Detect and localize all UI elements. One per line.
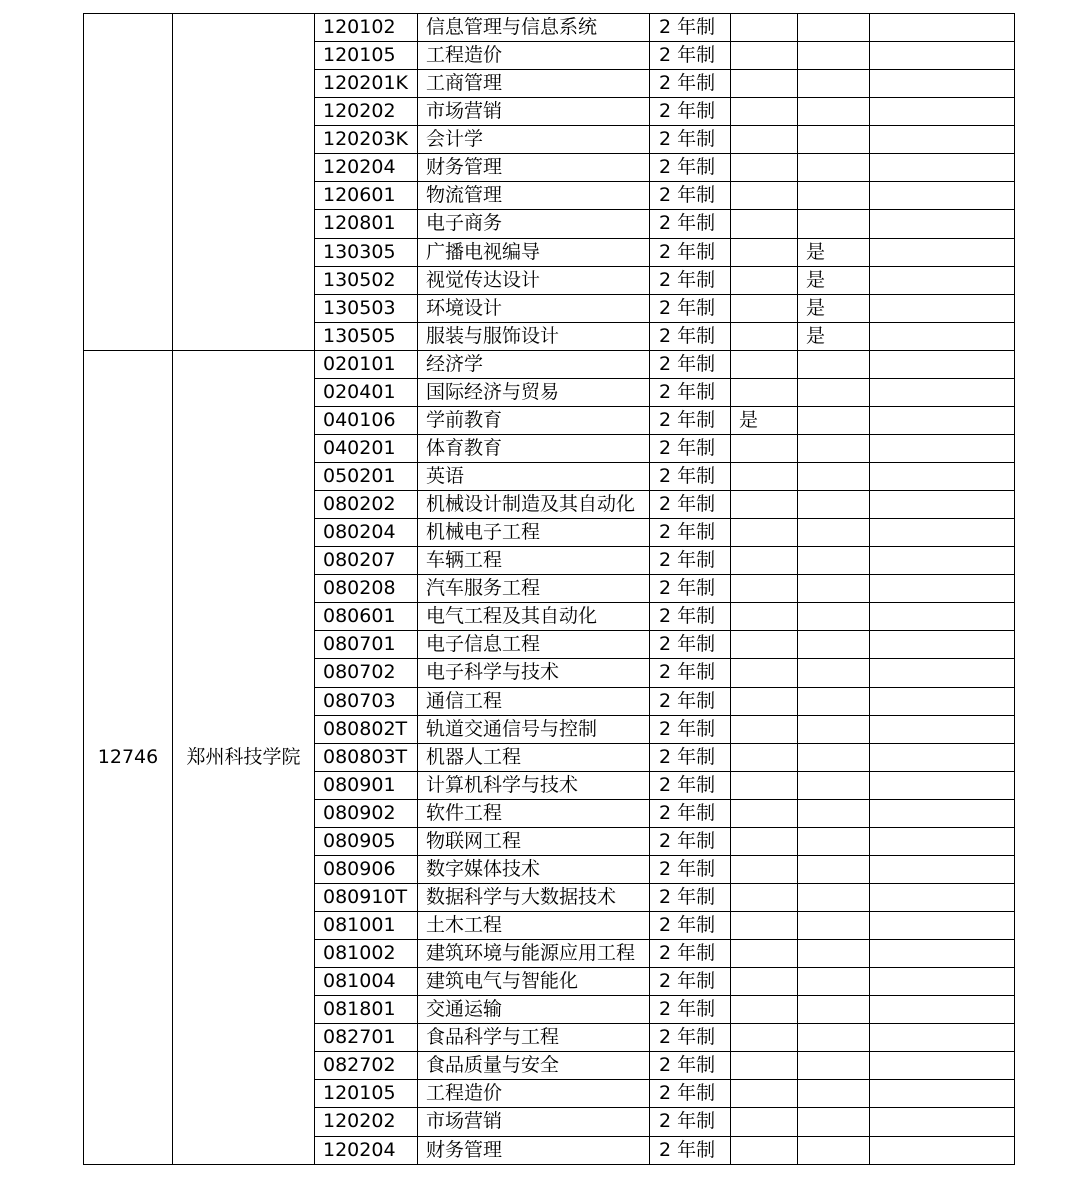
- flag-cell-b: [798, 98, 870, 126]
- major-name-cell: 计算机科学与技术: [418, 771, 650, 799]
- flag-cell-b: [798, 491, 870, 519]
- duration-cell: 2 年制: [650, 1080, 731, 1108]
- major-name-cell: 土木工程: [418, 912, 650, 940]
- major-name-cell: 物联网工程: [418, 827, 650, 855]
- flag-cell-b: [798, 1024, 870, 1052]
- major-name-cell: 财务管理: [418, 154, 650, 182]
- major-name-cell: 电子科学与技术: [418, 659, 650, 687]
- major-code-cell: 130502: [315, 266, 418, 294]
- remark-cell: [870, 1080, 1015, 1108]
- flag-cell-a: [731, 434, 798, 462]
- remark-cell: [870, 1108, 1015, 1136]
- duration-cell: 2 年制: [650, 1108, 731, 1136]
- major-name-cell: 食品质量与安全: [418, 1052, 650, 1080]
- flag-cell-a: [731, 631, 798, 659]
- duration-cell: 2 年制: [650, 182, 731, 210]
- remark-cell: [870, 659, 1015, 687]
- major-name-cell: 工程造价: [418, 1080, 650, 1108]
- institution-name-cell: [173, 14, 315, 351]
- major-name-cell: 信息管理与信息系统: [418, 14, 650, 42]
- flag-cell-a: [731, 126, 798, 154]
- flag-cell-b: [798, 659, 870, 687]
- major-code-cell: 120801: [315, 210, 418, 238]
- duration-cell: 2 年制: [650, 126, 731, 154]
- remark-cell: [870, 799, 1015, 827]
- flag-cell-a: [731, 98, 798, 126]
- remark-cell: [870, 182, 1015, 210]
- major-name-cell: 市场营销: [418, 1108, 650, 1136]
- flag-cell-b: [798, 631, 870, 659]
- duration-cell: 2 年制: [650, 631, 731, 659]
- major-code-cell: 020101: [315, 350, 418, 378]
- flag-cell-a: [731, 210, 798, 238]
- remark-cell: [870, 912, 1015, 940]
- remark-cell: [870, 519, 1015, 547]
- remark-cell: [870, 126, 1015, 154]
- remark-cell: [870, 70, 1015, 98]
- major-name-cell: 食品科学与工程: [418, 1024, 650, 1052]
- major-code-cell: 080204: [315, 519, 418, 547]
- flag-cell-a: [731, 70, 798, 98]
- remark-cell: [870, 154, 1015, 182]
- flag-cell-b: [798, 940, 870, 968]
- major-code-cell: 130305: [315, 238, 418, 266]
- major-code-cell: 080901: [315, 771, 418, 799]
- remark-cell: [870, 827, 1015, 855]
- remark-cell: [870, 266, 1015, 294]
- flag-cell-a: 是: [731, 406, 798, 434]
- flag-cell-b: [798, 996, 870, 1024]
- flag-cell-b: 是: [798, 294, 870, 322]
- major-code-cell: 120102: [315, 14, 418, 42]
- major-name-cell: 通信工程: [418, 687, 650, 715]
- flag-cell-b: [798, 434, 870, 462]
- flag-cell-a: [731, 996, 798, 1024]
- major-code-cell: 080701: [315, 631, 418, 659]
- flag-cell-a: [731, 182, 798, 210]
- majors-table: [83, 13, 1015, 1165]
- remark-cell: [870, 434, 1015, 462]
- flag-cell-b: [798, 70, 870, 98]
- flag-cell-b: [798, 1136, 870, 1165]
- major-code-cell: 040106: [315, 406, 418, 434]
- flag-cell-b: [798, 14, 870, 42]
- major-name-cell: 交通运输: [418, 996, 650, 1024]
- major-code-cell: 082701: [315, 1024, 418, 1052]
- remark-cell: [870, 547, 1015, 575]
- flag-cell-b: [798, 912, 870, 940]
- table-row: [84, 14, 1015, 42]
- remark-cell: [870, 378, 1015, 406]
- major-code-cell: 080703: [315, 687, 418, 715]
- flag-cell-b: [798, 378, 870, 406]
- major-name-cell: 机械电子工程: [418, 519, 650, 547]
- major-name-cell: 市场营销: [418, 98, 650, 126]
- table-row: [84, 350, 1015, 378]
- duration-cell: 2 年制: [650, 940, 731, 968]
- major-code-cell: 080902: [315, 799, 418, 827]
- flag-cell-a: [731, 855, 798, 883]
- major-name-cell: 体育教育: [418, 434, 650, 462]
- major-code-cell: 081004: [315, 968, 418, 996]
- flag-cell-a: [731, 715, 798, 743]
- flag-cell-a: [731, 575, 798, 603]
- flag-cell-b: [798, 603, 870, 631]
- remark-cell: [870, 294, 1015, 322]
- major-name-cell: 机械设计制造及其自动化: [418, 491, 650, 519]
- major-name-cell: 工程造价: [418, 42, 650, 70]
- major-code-cell: 082702: [315, 1052, 418, 1080]
- major-name-cell: 轨道交通信号与控制: [418, 715, 650, 743]
- flag-cell-b: 是: [798, 322, 870, 350]
- duration-cell: 2 年制: [650, 883, 731, 911]
- flag-cell-a: [731, 940, 798, 968]
- major-name-cell: 软件工程: [418, 799, 650, 827]
- major-code-cell: 080910T: [315, 883, 418, 911]
- duration-cell: 2 年制: [650, 322, 731, 350]
- flag-cell-a: [731, 238, 798, 266]
- flag-cell-b: [798, 463, 870, 491]
- flag-cell-a: [731, 1080, 798, 1108]
- flag-cell-a: [731, 912, 798, 940]
- remark-cell: [870, 603, 1015, 631]
- major-code-cell: 130505: [315, 322, 418, 350]
- major-code-cell: 080202: [315, 491, 418, 519]
- flag-cell-a: [731, 519, 798, 547]
- major-name-cell: 财务管理: [418, 1136, 650, 1165]
- major-code-cell: 081002: [315, 940, 418, 968]
- duration-cell: 2 年制: [650, 912, 731, 940]
- duration-cell: 2 年制: [650, 406, 731, 434]
- flag-cell-a: [731, 14, 798, 42]
- major-name-cell: 物流管理: [418, 182, 650, 210]
- major-name-cell: 建筑电气与智能化: [418, 968, 650, 996]
- major-code-cell: 080803T: [315, 743, 418, 771]
- flag-cell-b: [798, 182, 870, 210]
- remark-cell: [870, 406, 1015, 434]
- remark-cell: [870, 1052, 1015, 1080]
- flag-cell-b: 是: [798, 266, 870, 294]
- duration-cell: 2 年制: [650, 575, 731, 603]
- flag-cell-b: [798, 42, 870, 70]
- flag-cell-b: [798, 883, 870, 911]
- major-code-cell: 120204: [315, 154, 418, 182]
- major-name-cell: 工商管理: [418, 70, 650, 98]
- duration-cell: 2 年制: [650, 603, 731, 631]
- duration-cell: 2 年制: [650, 70, 731, 98]
- duration-cell: 2 年制: [650, 996, 731, 1024]
- flag-cell-b: [798, 743, 870, 771]
- flag-cell-a: [731, 1136, 798, 1165]
- flag-cell-b: [798, 350, 870, 378]
- flag-cell-b: [798, 771, 870, 799]
- flag-cell-b: [798, 575, 870, 603]
- flag-cell-b: [798, 687, 870, 715]
- flag-cell-a: [731, 743, 798, 771]
- major-code-cell: 080208: [315, 575, 418, 603]
- duration-cell: 2 年制: [650, 434, 731, 462]
- major-code-cell: 120105: [315, 42, 418, 70]
- major-code-cell: 120202: [315, 98, 418, 126]
- remark-cell: [870, 715, 1015, 743]
- flag-cell-a: [731, 491, 798, 519]
- flag-cell-a: [731, 350, 798, 378]
- flag-cell-b: [798, 968, 870, 996]
- major-code-cell: 081001: [315, 912, 418, 940]
- duration-cell: 2 年制: [650, 827, 731, 855]
- major-name-cell: 数字媒体技术: [418, 855, 650, 883]
- major-code-cell: 040201: [315, 434, 418, 462]
- duration-cell: 2 年制: [650, 294, 731, 322]
- flag-cell-a: [731, 266, 798, 294]
- duration-cell: 2 年制: [650, 968, 731, 996]
- flag-cell-b: [798, 154, 870, 182]
- duration-cell: 2 年制: [650, 98, 731, 126]
- major-name-cell: 视觉传达设计: [418, 266, 650, 294]
- duration-cell: 2 年制: [650, 687, 731, 715]
- major-name-cell: 英语: [418, 463, 650, 491]
- remark-cell: [870, 687, 1015, 715]
- flag-cell-b: [798, 1108, 870, 1136]
- flag-cell-a: [731, 1024, 798, 1052]
- table-body: [84, 14, 1015, 1165]
- institution-code-cell: 12746: [84, 350, 173, 1164]
- flag-cell-a: [731, 154, 798, 182]
- flag-cell-b: 是: [798, 238, 870, 266]
- major-code-cell: 080905: [315, 827, 418, 855]
- duration-cell: 2 年制: [650, 42, 731, 70]
- major-code-cell: 080601: [315, 603, 418, 631]
- flag-cell-a: [731, 799, 798, 827]
- flag-cell-a: [731, 1108, 798, 1136]
- duration-cell: 2 年制: [650, 771, 731, 799]
- remark-cell: [870, 996, 1015, 1024]
- major-name-cell: 电子信息工程: [418, 631, 650, 659]
- remark-cell: [870, 42, 1015, 70]
- major-code-cell: 120203K: [315, 126, 418, 154]
- remark-cell: [870, 322, 1015, 350]
- flag-cell-a: [731, 322, 798, 350]
- flag-cell-a: [731, 883, 798, 911]
- flag-cell-a: [731, 603, 798, 631]
- duration-cell: 2 年制: [650, 547, 731, 575]
- major-name-cell: 会计学: [418, 126, 650, 154]
- remark-cell: [870, 210, 1015, 238]
- duration-cell: 2 年制: [650, 715, 731, 743]
- major-code-cell: 080906: [315, 855, 418, 883]
- major-code-cell: 120601: [315, 182, 418, 210]
- major-name-cell: 广播电视编导: [418, 238, 650, 266]
- major-name-cell: 汽车服务工程: [418, 575, 650, 603]
- flag-cell-a: [731, 659, 798, 687]
- major-name-cell: 经济学: [418, 350, 650, 378]
- flag-cell-a: [731, 771, 798, 799]
- major-code-cell: 120202: [315, 1108, 418, 1136]
- remark-cell: [870, 98, 1015, 126]
- duration-cell: 2 年制: [650, 378, 731, 406]
- flag-cell-a: [731, 294, 798, 322]
- flag-cell-b: [798, 1080, 870, 1108]
- major-code-cell: 080207: [315, 547, 418, 575]
- duration-cell: 2 年制: [650, 266, 731, 294]
- remark-cell: [870, 14, 1015, 42]
- flag-cell-b: [798, 210, 870, 238]
- remark-cell: [870, 350, 1015, 378]
- duration-cell: 2 年制: [650, 350, 731, 378]
- flag-cell-a: [731, 687, 798, 715]
- major-name-cell: 学前教育: [418, 406, 650, 434]
- major-name-cell: 车辆工程: [418, 547, 650, 575]
- major-code-cell: 081801: [315, 996, 418, 1024]
- remark-cell: [870, 491, 1015, 519]
- duration-cell: 2 年制: [650, 1136, 731, 1165]
- major-code-cell: 050201: [315, 463, 418, 491]
- major-name-cell: 电气工程及其自动化: [418, 603, 650, 631]
- institution-name-cell: 郑州科技学院: [173, 350, 315, 1164]
- remark-cell: [870, 463, 1015, 491]
- flag-cell-b: [798, 799, 870, 827]
- remark-cell: [870, 1136, 1015, 1165]
- remark-cell: [870, 855, 1015, 883]
- major-name-cell: 数据科学与大数据技术: [418, 883, 650, 911]
- flag-cell-b: [798, 126, 870, 154]
- major-name-cell: 建筑环境与能源应用工程: [418, 940, 650, 968]
- flag-cell-a: [731, 42, 798, 70]
- remark-cell: [870, 743, 1015, 771]
- duration-cell: 2 年制: [650, 210, 731, 238]
- major-code-cell: 130503: [315, 294, 418, 322]
- major-code-cell: 120201K: [315, 70, 418, 98]
- flag-cell-b: [798, 519, 870, 547]
- remark-cell: [870, 1024, 1015, 1052]
- major-name-cell: 电子商务: [418, 210, 650, 238]
- flag-cell-a: [731, 1052, 798, 1080]
- major-code-cell: 080802T: [315, 715, 418, 743]
- remark-cell: [870, 940, 1015, 968]
- duration-cell: 2 年制: [650, 491, 731, 519]
- remark-cell: [870, 883, 1015, 911]
- duration-cell: 2 年制: [650, 799, 731, 827]
- remark-cell: [870, 238, 1015, 266]
- flag-cell-a: [731, 547, 798, 575]
- flag-cell-a: [731, 968, 798, 996]
- major-name-cell: 国际经济与贸易: [418, 378, 650, 406]
- duration-cell: 2 年制: [650, 519, 731, 547]
- duration-cell: 2 年制: [650, 463, 731, 491]
- flag-cell-b: [798, 715, 870, 743]
- major-name-cell: 环境设计: [418, 294, 650, 322]
- flag-cell-a: [731, 463, 798, 491]
- major-code-cell: 120105: [315, 1080, 418, 1108]
- duration-cell: 2 年制: [650, 1052, 731, 1080]
- remark-cell: [870, 575, 1015, 603]
- duration-cell: 2 年制: [650, 855, 731, 883]
- major-name-cell: 机器人工程: [418, 743, 650, 771]
- flag-cell-a: [731, 378, 798, 406]
- duration-cell: 2 年制: [650, 14, 731, 42]
- flag-cell-b: [798, 547, 870, 575]
- flag-cell-b: [798, 827, 870, 855]
- flag-cell-b: [798, 1052, 870, 1080]
- major-code-cell: 020401: [315, 378, 418, 406]
- duration-cell: 2 年制: [650, 1024, 731, 1052]
- duration-cell: 2 年制: [650, 154, 731, 182]
- major-code-cell: 080702: [315, 659, 418, 687]
- remark-cell: [870, 771, 1015, 799]
- major-name-cell: 服装与服饰设计: [418, 322, 650, 350]
- institution-code-cell: [84, 14, 173, 351]
- flag-cell-a: [731, 827, 798, 855]
- duration-cell: 2 年制: [650, 659, 731, 687]
- remark-cell: [870, 631, 1015, 659]
- duration-cell: 2 年制: [650, 238, 731, 266]
- major-code-cell: 120204: [315, 1136, 418, 1165]
- duration-cell: 2 年制: [650, 743, 731, 771]
- remark-cell: [870, 968, 1015, 996]
- flag-cell-b: [798, 855, 870, 883]
- flag-cell-b: [798, 406, 870, 434]
